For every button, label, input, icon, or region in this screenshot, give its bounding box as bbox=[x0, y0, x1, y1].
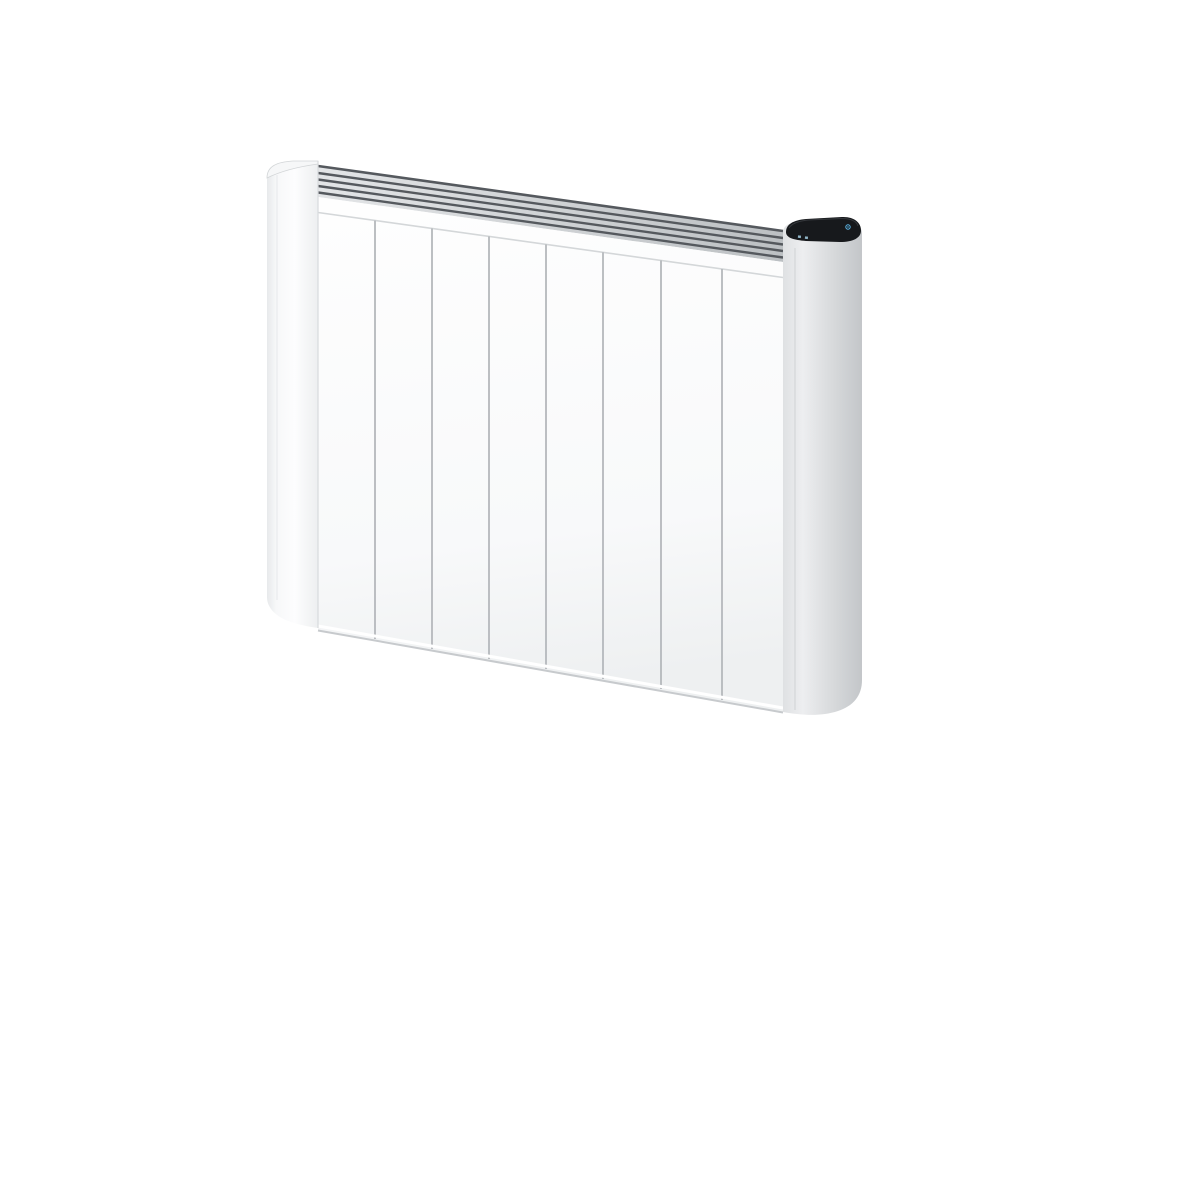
heater-left-end-cap bbox=[267, 161, 318, 628]
heater-illustration bbox=[235, 140, 895, 740]
control-display[interactable] bbox=[786, 217, 861, 242]
heater-right-end-cap bbox=[783, 219, 862, 715]
